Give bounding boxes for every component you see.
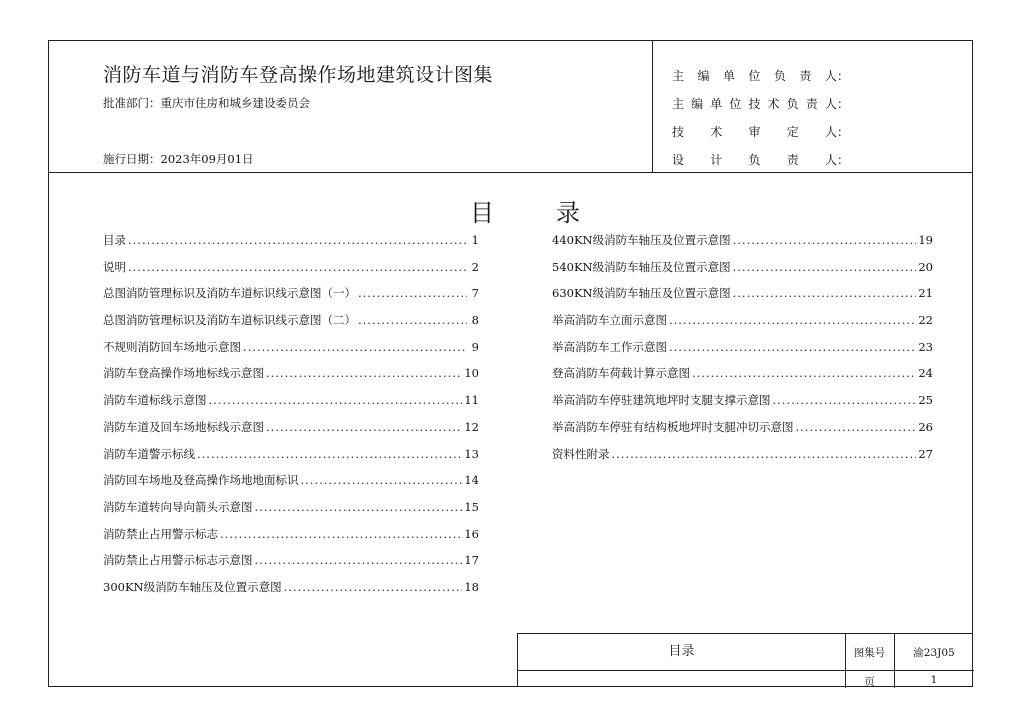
toc-leader-dots [669, 339, 916, 355]
toc-entry-page: 26 [918, 419, 933, 434]
responsible-label-char: 位 [729, 97, 742, 111]
responsible-label [672, 67, 837, 84]
toc-leader-dots [358, 312, 467, 328]
toc-leader-dots [692, 365, 916, 381]
responsible-label-char: 技 [672, 125, 685, 139]
toc-heading [470, 193, 580, 228]
toc-entry-page: 7 [471, 286, 479, 301]
toc-leader-dots [128, 259, 467, 275]
responsible-label-char: 负 [748, 153, 761, 167]
toc-leader-dots [266, 419, 462, 435]
responsible-row [672, 95, 872, 112]
toc-entry[interactable] [552, 232, 933, 259]
toc-entry-page: 9 [471, 339, 479, 354]
responsible-row [672, 67, 872, 84]
toc-entry-page: 10 [464, 366, 479, 381]
toc-leader-dots [220, 526, 462, 542]
toc-entry-title: 消防车道标线示意图 [103, 393, 207, 408]
responsible-label-char: 术 [767, 97, 780, 111]
toc-entry-title: 目录 [103, 233, 126, 247]
toc-entry-title: 300KN级消防车轴压及位置示意图 [103, 579, 282, 594]
toc-entry-page: 19 [918, 233, 933, 247]
toc-entry-page: 16 [464, 526, 479, 541]
atlas-number: 渝23J05 [913, 647, 955, 659]
toc-leader-dots [733, 259, 917, 275]
responsible-row [672, 123, 872, 140]
toc-entry-page: 14 [464, 473, 479, 488]
responsible-colon: ： [837, 97, 850, 111]
responsible-label-char: 编 [697, 69, 710, 83]
toc-entry-title: 总图消防管理标识及消防车道标识线示意图（一） [103, 286, 356, 301]
toc-entry[interactable] [103, 472, 479, 499]
toc-entry[interactable] [552, 446, 933, 473]
toc-heading-char: 目 [470, 199, 494, 227]
toc-entry-title: 举高消防车工作示意图 [552, 339, 667, 354]
toc-entry[interactable] [552, 419, 933, 446]
toc-leader-dots [128, 232, 467, 248]
responsible-label-char: 人 [824, 69, 837, 83]
toc-entry-title: 消防车道及回车场地标线示意图 [103, 419, 264, 434]
toc-left-column [103, 232, 479, 606]
toc-heading-char: 录 [556, 199, 580, 227]
toc-entry-title: 440KN级消防车轴压及位置示意图 [552, 233, 731, 247]
toc-leader-dots [243, 339, 467, 355]
toc-leader-dots [733, 232, 917, 248]
responsible-colon: ： [837, 153, 850, 167]
toc-entry-title: 登高消防车荷载计算示意图 [552, 366, 690, 381]
toc-entry-page: 22 [918, 313, 933, 328]
toc-entry[interactable] [103, 285, 479, 312]
toc-entry[interactable] [552, 285, 933, 312]
toc-entry-title: 消防禁止占用警示标志示意图 [103, 553, 253, 568]
toc-entry-title: 消防车道转向导向箭头示意图 [103, 499, 253, 514]
toc-entry-page: 18 [464, 579, 479, 594]
responsible-label-char: 人 [824, 97, 837, 111]
toc-entry[interactable] [103, 232, 479, 259]
toc-entry[interactable] [103, 365, 479, 392]
header-vertical-divider [652, 40, 653, 172]
toc-entry[interactable] [103, 339, 479, 366]
responsible-label-char: 责 [805, 97, 818, 111]
page-number: 1 [930, 674, 938, 686]
toc-leader-dots [733, 285, 917, 301]
toc-entry[interactable] [552, 365, 933, 392]
toc-leader-dots [284, 579, 463, 595]
toc-entry-title: 举高消防车立面示意图 [552, 313, 667, 328]
responsible-label-char: 设 [672, 153, 685, 167]
responsible-row [672, 151, 872, 168]
toc-entry[interactable] [103, 446, 479, 473]
toc-leader-dots [796, 419, 917, 435]
toc-entry-title: 不规则消防回车场地示意图 [103, 339, 241, 354]
page-label: 页 [864, 676, 875, 688]
toc-entry-title: 资料性附录 [552, 446, 610, 461]
responsible-label-char: 负 [773, 69, 786, 83]
responsible-colon: ： [837, 125, 850, 139]
toc-entry[interactable] [103, 526, 479, 553]
responsible-label-char: 负 [786, 97, 799, 111]
toc-entry-page: 15 [464, 499, 479, 514]
responsible-label-char: 位 [748, 69, 761, 83]
toc-entry[interactable] [103, 552, 479, 579]
toc-entry-title: 630KN级消防车轴压及位置示意图 [552, 286, 731, 301]
toc-entry[interactable] [103, 312, 479, 339]
toc-leader-dots [612, 446, 917, 462]
title-block-divider [518, 670, 974, 671]
toc-right-column [552, 232, 933, 472]
responsible-colon: ： [837, 69, 850, 83]
responsible-label-char: 审 [748, 125, 761, 139]
toc-leader-dots [669, 312, 916, 328]
responsible-label [672, 95, 837, 112]
toc-leader-dots [255, 552, 463, 568]
toc-entry[interactable] [103, 419, 479, 446]
title-block [517, 633, 973, 687]
toc-entry[interactable] [552, 312, 933, 339]
atlas-number-label: 图集号 [853, 647, 886, 659]
toc-entry-page: 1 [471, 233, 479, 247]
toc-entry-title: 总图消防管理标识及消防车道标识线示意图（二） [103, 313, 356, 328]
toc-leader-dots [358, 285, 467, 301]
responsible-label-char: 主 [672, 69, 685, 83]
toc-entry[interactable] [103, 259, 479, 286]
approval-department: 批准部门：重庆市住房和城乡建设委员会 [103, 96, 310, 110]
sheet-title: 目录 [668, 644, 695, 659]
toc-entry-title: 说明 [103, 259, 126, 274]
toc-entry-page: 17 [464, 553, 479, 568]
responsible-label-char: 人 [824, 153, 837, 167]
toc-entry-title: 举高消防车停驻建筑地坪时支腿支撑示意图 [552, 393, 771, 408]
toc-entry-page: 27 [918, 446, 933, 461]
responsible-label [672, 123, 837, 140]
toc-leader-dots [197, 446, 462, 462]
toc-entry-title: 消防车道警示标线 [103, 446, 195, 461]
toc-entry[interactable] [552, 259, 933, 286]
responsible-label-char: 单 [710, 97, 723, 111]
toc-entry-page: 20 [918, 259, 933, 274]
responsible-label [672, 151, 837, 168]
responsible-label-char: 单 [722, 69, 735, 83]
toc-entry-page: 13 [464, 446, 479, 461]
toc-entry[interactable] [103, 579, 479, 606]
responsible-label-char: 计 [710, 153, 723, 167]
responsible-label-char: 责 [799, 69, 812, 83]
responsible-label-char: 责 [786, 153, 799, 167]
responsible-label-char: 定 [786, 125, 799, 139]
toc-entry[interactable] [552, 392, 933, 419]
toc-entry-page: 24 [918, 366, 933, 381]
header-divider [48, 172, 973, 173]
toc-entry-title: 540KN级消防车轴压及位置示意图 [552, 259, 731, 274]
toc-leader-dots [209, 392, 463, 408]
toc-entry-title: 消防车登高操作场地标线示意图 [103, 366, 264, 381]
responsible-label-char: 主 [672, 97, 685, 111]
toc-leader-dots [301, 472, 463, 488]
toc-entry[interactable] [103, 392, 479, 419]
toc-leader-dots [255, 499, 463, 515]
toc-entry-page: 8 [471, 313, 479, 328]
toc-entry-page: 25 [918, 393, 933, 408]
toc-entry[interactable] [103, 499, 479, 526]
toc-entry-title: 消防禁止占用警示标志 [103, 526, 218, 541]
toc-leader-dots [773, 392, 917, 408]
toc-entry-page: 12 [464, 419, 479, 434]
toc-entry-page: 11 [464, 393, 479, 408]
toc-entry-page: 21 [918, 286, 933, 301]
toc-entry-title: 举高消防车停驻有结构板地坪时支腿冲切示意图 [552, 419, 794, 434]
responsible-label-char: 技 [748, 97, 761, 111]
toc-entry-page: 2 [471, 259, 479, 274]
responsible-label-char: 术 [710, 125, 723, 139]
execution-date: 施行日期：2023年09月01日 [103, 152, 254, 166]
toc-entry[interactable] [552, 339, 933, 366]
responsible-label-char: 编 [691, 97, 704, 111]
toc-entry-title: 消防回车场地及登高操作场地地面标识 [103, 473, 299, 488]
document-title: 消防车道与消防车登高操作场地建筑设计图集 [103, 64, 494, 86]
toc-entry-page: 23 [918, 339, 933, 354]
responsible-label-char: 人 [824, 125, 837, 139]
toc-leader-dots [266, 365, 462, 381]
